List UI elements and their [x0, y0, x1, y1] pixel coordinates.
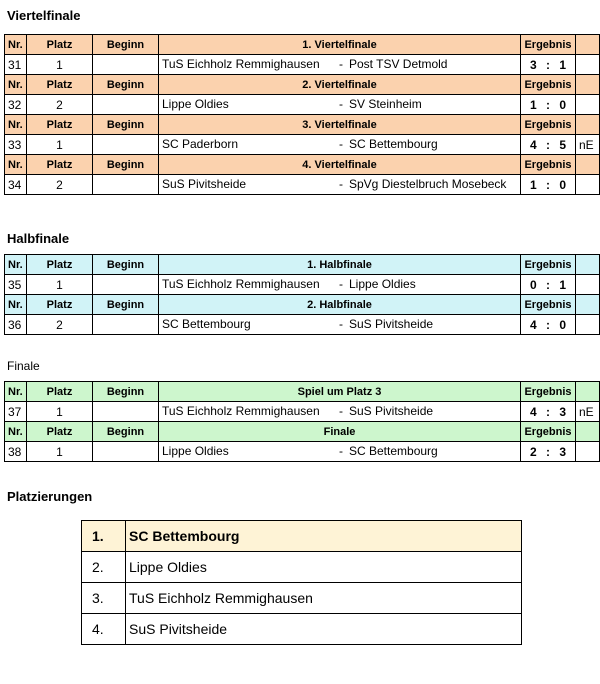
game-label: 1. Viertelfinale [159, 35, 521, 55]
beginn-header: Beginn [93, 75, 159, 95]
score-separator: : [546, 97, 550, 112]
beginn-header: Beginn [93, 422, 159, 442]
home-score: 3 [530, 57, 537, 72]
placement-position: 3. [82, 583, 126, 614]
game-platz: 1 [27, 275, 93, 295]
game-label: 4. Viertelfinale [159, 155, 521, 175]
placement-team: SC Bettembourg [126, 521, 522, 552]
away-team: SuS Pivitsheide [349, 317, 434, 331]
game-number: 31 [5, 55, 27, 75]
blank-header-cell [576, 295, 600, 315]
result-note [576, 275, 600, 295]
result-cell [521, 442, 576, 462]
halbfinale-heading: Halbfinale [7, 231, 70, 246]
home-score: 1 [530, 97, 537, 112]
score-separator: : [546, 444, 550, 459]
result-cell [521, 402, 576, 422]
placement-position: 4. [82, 614, 126, 645]
score [524, 138, 572, 152]
header-row [5, 422, 600, 442]
away-team: Lippe Oldies [349, 277, 416, 291]
away-team: SC Bettembourg [349, 444, 438, 458]
ergebnis-header: Ergebnis [521, 255, 576, 275]
game-beginn [93, 95, 159, 115]
placement-team: Lippe Oldies [126, 552, 522, 583]
ergebnis-header: Ergebnis [521, 295, 576, 315]
game-platz: 1 [27, 135, 93, 155]
home-score: 2 [530, 444, 537, 459]
finale-heading: Finale [7, 359, 40, 373]
ergebnis-header: Ergebnis [521, 75, 576, 95]
game-row [5, 275, 600, 295]
blank-header-cell [576, 75, 600, 95]
home-score: 0 [530, 277, 537, 292]
blank-header-cell [576, 422, 600, 442]
away-score: 5 [559, 137, 566, 152]
game-row [5, 95, 600, 115]
platzierungen-table [81, 520, 522, 645]
placement-team: TuS Eichholz Remmighausen [126, 583, 522, 614]
game-platz: 1 [27, 402, 93, 422]
game-label: 3. Viertelfinale [159, 115, 521, 135]
game-platz: 2 [27, 95, 93, 115]
game-beginn [93, 315, 159, 335]
platz-header: Platz [27, 35, 93, 55]
team-separator: - [339, 177, 343, 191]
header-row [5, 295, 600, 315]
platz-header: Platz [27, 422, 93, 442]
ergebnis-header: Ergebnis [521, 422, 576, 442]
nr-header: Nr. [5, 35, 27, 55]
result-note [576, 55, 600, 75]
blank-header-cell [576, 382, 600, 402]
result-note [576, 442, 600, 462]
game-number: 35 [5, 275, 27, 295]
result-note: nE [576, 402, 600, 422]
match-cell [159, 135, 521, 155]
game-beginn [93, 442, 159, 462]
game-row [5, 315, 600, 335]
away-score: 3 [559, 444, 566, 459]
platz-header: Platz [27, 382, 93, 402]
home-score: 4 [530, 404, 537, 419]
score [524, 98, 572, 112]
home-score: 4 [530, 137, 537, 152]
blank-header-cell [576, 255, 600, 275]
nr-header: Nr. [5, 155, 27, 175]
home-team: TuS Eichholz Remmighausen [162, 277, 320, 291]
beginn-header: Beginn [93, 295, 159, 315]
away-score: 0 [559, 97, 566, 112]
halbfinale-table [4, 254, 600, 335]
away-team: SV Steinheim [349, 97, 422, 111]
game-label: 2. Halbfinale [159, 295, 521, 315]
team-separator: - [339, 277, 343, 291]
away-score: 3 [559, 404, 566, 419]
score-separator: : [546, 317, 550, 332]
game-platz: 1 [27, 442, 93, 462]
game-number: 37 [5, 402, 27, 422]
game-beginn [93, 135, 159, 155]
nr-header: Nr. [5, 382, 27, 402]
blank-header-cell [576, 115, 600, 135]
game-row [5, 135, 600, 155]
finale-table [4, 381, 600, 462]
viertelfinale-heading: Viertelfinale [7, 8, 81, 23]
game-row [5, 175, 600, 195]
game-number: 32 [5, 95, 27, 115]
away-team: SC Bettembourg [349, 137, 438, 151]
match-cell [159, 315, 521, 335]
result-cell [521, 95, 576, 115]
placement-row [82, 521, 522, 552]
game-label: Finale [159, 422, 521, 442]
home-team: SC Paderborn [162, 137, 239, 151]
score-separator: : [546, 404, 550, 419]
result-cell [521, 135, 576, 155]
nr-header: Nr. [5, 115, 27, 135]
beginn-header: Beginn [93, 115, 159, 135]
blank-header-cell [576, 35, 600, 55]
header-row [5, 382, 600, 402]
home-team: TuS Eichholz Remmighausen [162, 404, 320, 418]
nr-header: Nr. [5, 255, 27, 275]
score [524, 58, 572, 72]
game-label: 2. Viertelfinale [159, 75, 521, 95]
away-score: 1 [559, 57, 566, 72]
game-label: 1. Halbfinale [159, 255, 521, 275]
home-score: 4 [530, 317, 537, 332]
result-note: nE [576, 135, 600, 155]
score-separator: : [546, 277, 550, 292]
match-cell [159, 95, 521, 115]
platz-header: Platz [27, 115, 93, 135]
platz-header: Platz [27, 255, 93, 275]
home-team: Lippe Oldies [162, 444, 229, 458]
result-note [576, 95, 600, 115]
placement-row [82, 552, 522, 583]
match-cell [159, 275, 521, 295]
header-row [5, 155, 600, 175]
game-beginn [93, 275, 159, 295]
result-cell [521, 275, 576, 295]
game-row [5, 402, 600, 422]
platz-header: Platz [27, 75, 93, 95]
home-team: Lippe Oldies [162, 97, 229, 111]
home-team: TuS Eichholz Remmighausen [162, 57, 320, 71]
result-cell [521, 175, 576, 195]
game-platz: 2 [27, 315, 93, 335]
score [524, 318, 572, 332]
score [524, 445, 572, 459]
placement-position: 2. [82, 552, 126, 583]
game-number: 34 [5, 175, 27, 195]
home-score: 1 [530, 177, 537, 192]
game-row [5, 442, 600, 462]
match-cell [159, 175, 521, 195]
game-beginn [93, 402, 159, 422]
away-score: 0 [559, 177, 566, 192]
team-separator: - [339, 404, 343, 418]
beginn-header: Beginn [93, 35, 159, 55]
beginn-header: Beginn [93, 155, 159, 175]
game-beginn [93, 175, 159, 195]
game-number: 33 [5, 135, 27, 155]
nr-header: Nr. [5, 295, 27, 315]
score-separator: : [546, 57, 550, 72]
placement-row [82, 614, 522, 645]
game-platz: 2 [27, 175, 93, 195]
nr-header: Nr. [5, 75, 27, 95]
ergebnis-header: Ergebnis [521, 382, 576, 402]
team-separator: - [339, 97, 343, 111]
placement-row [82, 583, 522, 614]
match-cell [159, 442, 521, 462]
away-team: SuS Pivitsheide [349, 404, 434, 418]
result-cell [521, 55, 576, 75]
result-note [576, 315, 600, 335]
away-score: 0 [559, 317, 566, 332]
game-row [5, 55, 600, 75]
result-note [576, 175, 600, 195]
beginn-header: Beginn [93, 255, 159, 275]
team-separator: - [339, 57, 343, 71]
away-score: 1 [559, 277, 566, 292]
team-separator: - [339, 317, 343, 331]
header-row [5, 75, 600, 95]
beginn-header: Beginn [93, 382, 159, 402]
result-cell [521, 315, 576, 335]
nr-header: Nr. [5, 422, 27, 442]
game-label: Spiel um Platz 3 [159, 382, 521, 402]
platz-header: Platz [27, 295, 93, 315]
platzierungen-heading: Platzierungen [7, 489, 93, 504]
team-separator: - [339, 137, 343, 151]
away-team: Post TSV Detmold [349, 57, 448, 71]
score-separator: : [546, 137, 550, 152]
score-separator: : [546, 177, 550, 192]
match-cell [159, 402, 521, 422]
score [524, 405, 572, 419]
game-number: 36 [5, 315, 27, 335]
home-team: SuS Pivitsheide [162, 177, 247, 191]
ergebnis-header: Ergebnis [521, 35, 576, 55]
game-platz: 1 [27, 55, 93, 75]
header-row [5, 115, 600, 135]
away-team: SpVg Diestelbruch Mosebeck [349, 177, 507, 191]
match-cell [159, 55, 521, 75]
team-separator: - [339, 444, 343, 458]
header-row [5, 35, 600, 55]
placement-team: SuS Pivitsheide [126, 614, 522, 645]
placement-position: 1. [82, 521, 126, 552]
score [524, 278, 572, 292]
score [524, 178, 572, 192]
game-number: 38 [5, 442, 27, 462]
blank-header-cell [576, 155, 600, 175]
viertelfinale-table [4, 34, 600, 195]
game-beginn [93, 55, 159, 75]
platz-header: Platz [27, 155, 93, 175]
home-team: SC Bettembourg [162, 317, 251, 331]
header-row [5, 255, 600, 275]
ergebnis-header: Ergebnis [521, 115, 576, 135]
ergebnis-header: Ergebnis [521, 155, 576, 175]
